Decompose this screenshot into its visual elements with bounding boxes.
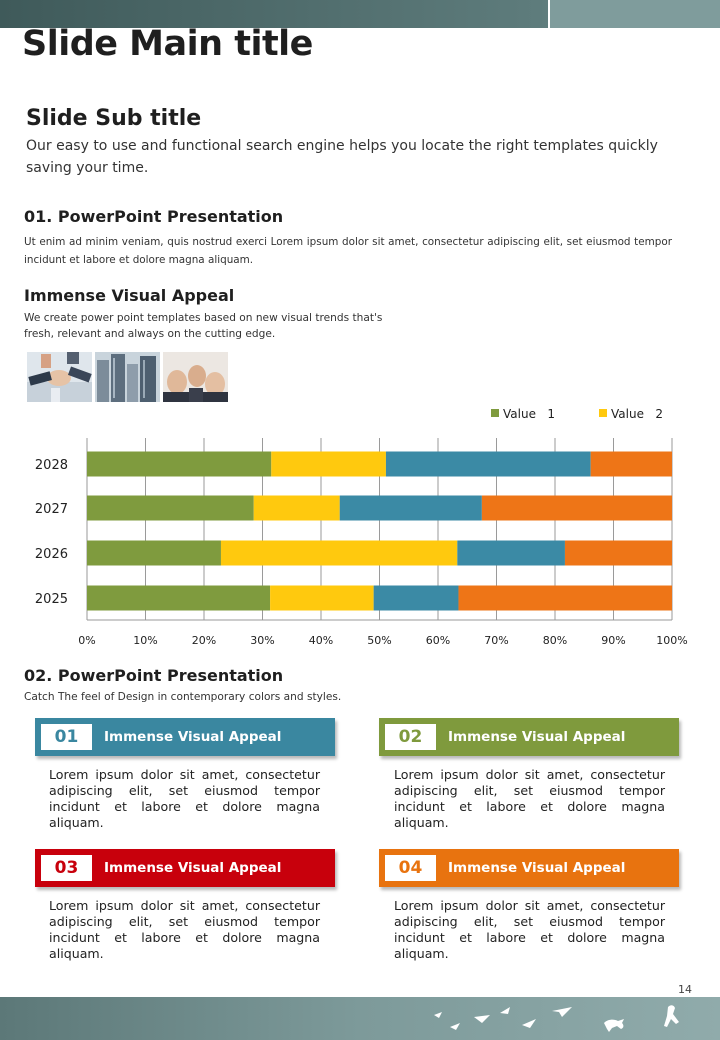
city-buildings-photo [95, 352, 160, 402]
bar-segment [386, 452, 591, 477]
paper-planes-decoration [0, 997, 720, 1040]
card-title: Immense Visual Appeal [448, 860, 626, 876]
bar-segment [565, 541, 672, 566]
card-01-text: Lorem ipsum dolor sit amet, consectetur adipiscing elit, set eiusmod tempor incidunt et labore et dolore magna aliquam. [49, 767, 320, 830]
card-title: Immense Visual Appeal [104, 729, 282, 745]
card-number: 02 [385, 724, 436, 750]
bar-segment [254, 496, 340, 521]
x-tick-label: 30% [250, 634, 275, 647]
bar-segment [374, 586, 459, 611]
x-tick-label: 60% [425, 634, 451, 647]
x-tick-label: 100% [656, 634, 688, 647]
bar-segment [482, 496, 672, 521]
section1-body: Ut enim ad minim veniam, quis nostrud exerci Lorem ipsum dolor sit amet, consectetur adipiscing elit, set eiusmod tempor incidunt et labore et dolore magna aliquam. [24, 236, 672, 266]
bar-segment [87, 452, 271, 477]
category-label: 2028 [34, 458, 68, 473]
card-01-header [35, 718, 335, 756]
teamwork-hands-photo [27, 352, 92, 402]
x-tick-label: 50% [367, 634, 392, 647]
legend-label: Value 1 [503, 407, 556, 421]
legend-label: Value 2 [611, 407, 664, 421]
card-02-header [379, 718, 679, 756]
card-03-header [35, 849, 335, 887]
bar-segment [87, 541, 221, 566]
category-label: 2027 [34, 502, 68, 517]
page-title: Slide Main title [22, 24, 313, 64]
bar-segment [457, 541, 565, 566]
chart-x-tick-labels [78, 634, 687, 647]
sub-title: Slide Sub title [26, 106, 202, 131]
bar-segment [458, 586, 672, 611]
card-number: 04 [385, 855, 436, 881]
stacked-bar-chart [0, 398, 720, 652]
bar-segment [87, 496, 254, 521]
sub-title-description: Our easy to use and functional search engine helps you locate the right templates quickly saving your time. [26, 138, 658, 176]
appeal-heading: Immense Visual Appeal [24, 286, 235, 305]
legend-swatch [491, 409, 499, 417]
card-title: Immense Visual Appeal [104, 860, 282, 876]
category-label: 2025 [34, 592, 68, 607]
card-title: Immense Visual Appeal [448, 729, 626, 745]
page-number: 14 [678, 983, 692, 996]
section1-heading: 01. PowerPoint Presentation [24, 207, 284, 226]
bar-segment [271, 452, 386, 477]
card-02-text: Lorem ipsum dolor sit amet, consectetur adipiscing elit, set eiusmod tempor incidunt et labore et dolore magna aliquam. [394, 767, 665, 830]
bar-segment [221, 541, 457, 566]
section2-body: Catch The feel of Design in contemporary colors and styles. [24, 691, 342, 703]
photo-strip [27, 352, 228, 402]
category-label: 2026 [34, 547, 68, 562]
bar-segment [340, 496, 482, 521]
x-tick-label: 20% [191, 634, 217, 647]
bar-segment [87, 586, 270, 611]
card-03-text: Lorem ipsum dolor sit amet, consectetur adipiscing elit, set eiusmod tempor incidunt et labore et dolore magna aliquam. [49, 898, 320, 961]
x-tick-label: 0% [78, 634, 96, 647]
chart-category-labels [35, 458, 68, 607]
bar-segment [591, 452, 672, 477]
section2-heading: 02. PowerPoint Presentation [24, 666, 284, 685]
top-banner-segment [548, 0, 720, 28]
card-04-header [379, 849, 679, 887]
x-tick-label: 80% [542, 634, 568, 647]
applause-photo [163, 352, 228, 402]
legend-swatch [599, 409, 607, 417]
bottom-banner [0, 997, 720, 1040]
x-tick-label: 40% [308, 634, 334, 647]
card-number: 01 [41, 724, 92, 750]
x-tick-label: 70% [484, 634, 509, 647]
x-tick-label: 10% [133, 634, 158, 647]
card-04-text: Lorem ipsum dolor sit amet, consectetur adipiscing elit, set eiusmod tempor incidunt et labore et dolore magna aliquam. [394, 898, 665, 961]
bar-segment [270, 586, 374, 611]
appeal-body: We create power point templates based on new visual trends that's fresh, relevant and always on the cutting edge. [24, 312, 383, 340]
chart-legend [491, 407, 663, 421]
x-tick-label: 90% [601, 634, 626, 647]
card-number: 03 [41, 855, 92, 881]
